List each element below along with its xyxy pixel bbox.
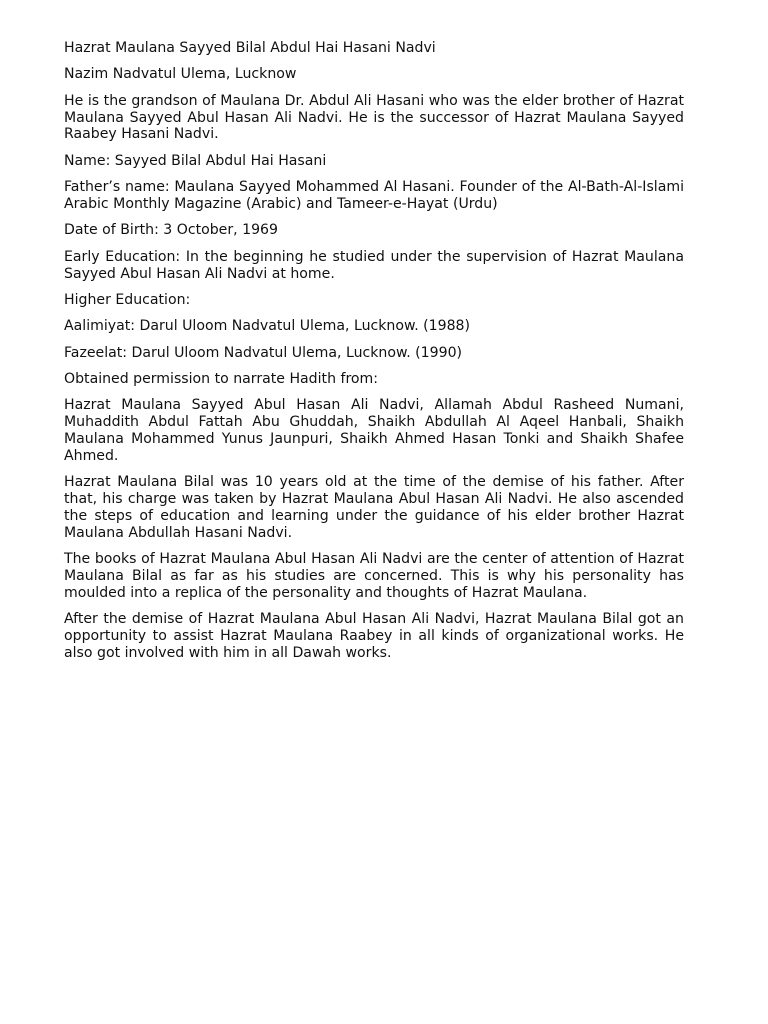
early-education-paragraph: Early Education: In the beginning he studied under the supervision of Hazrat Maulana Sayyed Abul Hasan Ali Nadvi at home. <box>64 248 684 282</box>
fazeelat-line: Fazeelat: Darul Uloom Nadvatul Ulema, Lucknow. (1990) <box>64 344 463 361</box>
assist-paragraph: After the demise of Hazrat Maulana Abul Hasan Ali Nadvi, Hazrat Maulana Bilal got an opportunity to assist Hazrat Maulana Raabey in all kinds of organizational works. He also got involved with him in all Dawah works. <box>64 611 684 661</box>
higher-education-heading: Higher Education: <box>64 291 191 308</box>
date-of-birth-line: Date of Birth: 3 October, 1969 <box>64 222 278 239</box>
books-paragraph: The books of Hazrat Maulana Abul Hasan Ali Nadvi are the center of attention of Hazrat Maulana Bilal as far as his studies are concerned. This is why his personality has moulded into a replica of the personality and thoughts of Hazrat Maulana. <box>64 551 684 601</box>
name-line: Name: Sayyed Bilal Abdul Hai Hasani <box>64 152 327 169</box>
father-name-paragraph: Father’s name: Maulana Sayyed Mohammed Al Hasani. Founder of the Al-Bath-Al-Islami Arabic Monthly Magazine (Arabic) and Tameer-e-Hayat (Urdu) <box>64 179 684 212</box>
intro-paragraph: He is the grandson of Maulana Dr. Abdul Ali Hasani who was the elder brother of Hazrat Maulana Sayyed Abul Hasan Ali Nadvi. He is the successor of Hazrat Maulana Sayyed Raabey Hasani Nadvi. <box>64 92 684 143</box>
hadith-permission-heading: Obtained permission to narrate Hadith from: <box>64 371 379 388</box>
document-title: Hazrat Maulana Sayyed Bilal Abdul Hai Hasani Nadvi <box>64 40 436 56</box>
aalimiyat-line: Aalimiyat: Darul Uloom Nadvatul Ulema, Lucknow. (1988) <box>64 318 471 335</box>
hadith-teachers-paragraph: Hazrat Maulana Sayyed Abul Hasan Ali Nadvi, Allamah Abdul Rasheed Numani, Muhaddith Abdul Fattah Abu Ghuddah, Shaikh Abdullah Al Aqeel Hanbali, Shaikh Maulana Mohammed Yunus Jaunpuri, Shaikh Ahmed Hasan Tonki and Shaikh Shafee Ahmed. <box>64 397 684 464</box>
document-page <box>64 40 684 671</box>
father-demise-paragraph: Hazrat Maulana Bilal was 10 years old at the time of the demise of his father. After that, his charge was taken by Hazrat Maulana Abul Hasan Ali Nadvi. He also ascended the steps of education and learning under the guidance of his elder brother Hazrat Maulana Abdullah Hasani Nadvi. <box>64 474 684 541</box>
document-subtitle: Nazim Nadvatul Ulema, Lucknow <box>64 66 297 83</box>
